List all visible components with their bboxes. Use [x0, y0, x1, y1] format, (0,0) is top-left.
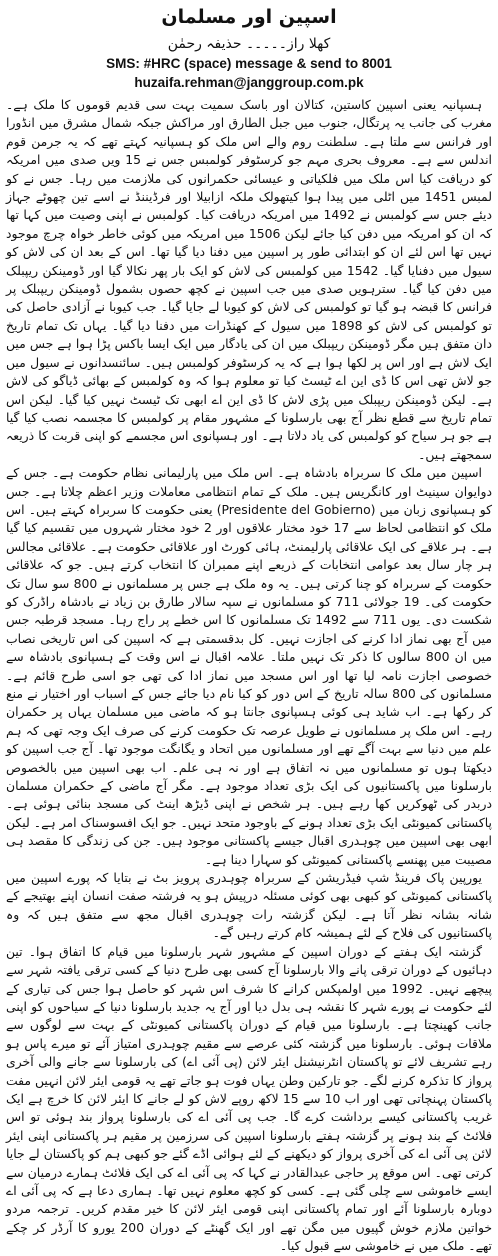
paragraph: اسپین میں ملک کا سربراہ بادشاہ ہے۔ اس ملک میں پارلیمانی نظام حکومت ہے۔ جس کے دوایوان سینیٹ اور کانگریس ہیں۔ ملک کے تمام انتظامی معاملات وزیر اعظم چلاتا ہے۔ جس کو ہسپانوی زبان میں (Presidente del Gobierno) یعنی حکومت کا سربراہ کہتے ہیں۔ اس ملک کو انتظامی لحاظ سے 17 خود مختار علاقوں اور 2 خود مختار شہروں میں تقسیم کیا گیا ہے۔ ہر علاقے کی ایک علاقائی پارلیمنٹ، ہائی کورٹ اور علاقائی حکومت ہے۔ علاقائی مجالس ہر چار سال بعد عوامی انتخابات کے ذریعے اپنے ممبران کا انتخاب کرتے ہیں۔ جو کہ علاقائی حکومت کے سربراہ کو چنا کرتی ہیں۔ یہ وہ ملک ہے جس پر مسلمانوں نے 800 سو سال تک حکومت کی۔ 19 جولائی 711 کو مسلمانوں نے سپہ سالار طارق بن زیاد نے بادشاہ راڈرک کو شکست دی۔ یوں 711 سے 1492 تک مسلمانوں کا اس خطے پر راج رہا۔ مسجد قرطبہ جس میں آج بھی نماز ادا کرنے کی اجازت نہیں۔ کل بدقسمتی ہے کہ اسپین کی اس تاریخی نصاب میں ان 800 سالوں کا ذکر تک نہیں ملتا۔ علامہ اقبال نے اس وقت کے ہسپانوی بادشاہ سے خصوصی اجازت نامہ لیا تھا اور اس مسجد میں نماز ادا کی تھی جو اسی طرح قائم ہے۔ مسلمانوں کی 800 سالہ تاریخ کے اس دور کو کیا نام دیا جائے جس کے اسباب اور اختیار نے منع کر رکھا ہے۔ اب شاید ہی کوئی ہسپانوی جانتا ہو کہ ماضی میں مسلمان یہاں پر حکمران رہے۔ اس ملک پر مسلمانوں نے طویل عرصہ تک حکومت کرنے کی صرف ایک وجہ تھی کہ ہم علم میں دنیا سے بہت آگے تھے اور مسلمانوں میں اتحاد و یگانگت موجود تھا۔ آج جب اسپین کو دیکھتا ہوں تو مسلمانوں میں نہ اتفاق ہے اور نہ ہی علم۔ اب بھی اسپین میں بالخصوص بارسلونا میں پاکستانیوں کی ایک بڑی تعداد موجود ہے۔ مگر آج ماضی کے حکمران مسلمان دربدر کی ٹھوکریں کھا رہے ہیں۔ ہر شخص نے اپنی ڈیڑھ اینٹ کی مسجد بنائی ہوئی ہے۔ پاکستانی کمیونٹی ایک بڑی تعداد ہونے کے باوجود متحد نہیں۔ جو ایک افسوسناک امر ہے۔ لیکن ابھی بھی اسپین میں چوہدری اقبال جیسے پاکستانی موجود ہیں۔ جن کی زندگی کا مقصد ہی مصیبت میں پھنسے پاکستانی کمیونٹی کو سہارا دینا ہے۔ — [6, 465, 493, 867]
author-email: huzaifa.rehman@janggroup.com.pk — [134, 75, 364, 90]
paragraph: یورپین پاک فرینڈ شپ فیڈریشن کے سربراہ چوہدری پرویز بٹ نے بتایا کہ پورے اسپین میں پاکستانی کمیونٹی کو کبھی بھی کوئی مسئلہ درپیش ہو یہ فرشتہ صفت انسان اپنے بھتیجے کے شانہ بشانہ نظر آتا ہے۔ لیکن گزشتہ رات چوہدری اقبال مجھ سے متفق ہیں کہ وہ پاکستانیوں کی فلاح کے لئے ہمیشہ کام کرتے رہیں گے۔ — [6, 870, 492, 941]
article-body — [5, 96, 493, 1254]
sms-instructions: SMS: #HRC (space) message & send to 8001 — [106, 56, 392, 71]
column-byline: کھلا راز۔۔۔۔۔ حذیفہ رحمٰن — [167, 36, 331, 52]
paragraph: ہسپانیہ یعنی اسپین کاستین، کتالان اور باسک سمیت بہت سی قدیم قوموں کا ملک ہے۔ مغرب کی جانب یہ پرتگال، جنوب میں جبل الطارق اور مراکش جبکہ شمال مشرق میں انڈورا اور فرانس سے ملتا ہے۔ سلطنت روم والے اس ملک کو ہسپانیہ کہتے تھے کہ یہ جرمن قوم اندلس سے ہے۔ معروف بحری مہم جو کرسٹوفر کولمبس جس نے 15 ویں صدی میں امریکہ کو دریافت کیا اس ملک میں فلکیاتی و عیسائی حکمرانوں کی ملازمت میں رہا۔ جس نے کو لمبس 1451 میں اٹلی میں پیدا ہوا کیتھولک ملکہ ازابیلا اور فرڈیننڈ نے اسے تین چھوٹے جہاز دیئے جس سے کولمبس نے 1492 میں امریکہ دریافت کیا۔ کولمبس نے اپنی وصیت میں کہا تھا کہ ان کو امریکہ میں دفن کیا جائے لیکن 1506 میں امریکہ میں کوئی خاطر خواہ چرچ موجود نہیں تھا اس لئے ان کو ابتدائی طور پر اسپین میں دفنا دیا گیا تھا۔ اس کے بعد ان کی لاش کو سیول میں دفنایا گیا۔ 1542 میں کولمبس کی لاش کو ایک بار پھر نکالا گیا اور ڈومینکن ریپبلک میں دفن کیا گیا۔ سترہویں صدی میں جب اسپین نے کچھ حصوں بشمول ڈومینکن ریپبلک پر فرانس کا قبضہ ہو گیا تو کولمبس کی لاش کو کیوبا لے جایا گیا۔ جب کیوبا نے آزادی حاصل کی تو کولمبس کی لاش کو 1898 میں سیول کے کھنڈرات میں دفنا دیا گیا۔ یہاں تک تمام تاریخ دان متفق ہیں مگر ڈومینکن ریپبلک میں ان کی یادگار میں ایک ایسا باکس پڑا ہوا ہے جس میں ایک لاش ہے اور اس پر لکھا ہوا ہے کہ یہ کرسٹوفر کولمبس ہیں۔ سائنسدانوں نے سیول میں جو لاش تھی اس کا ڈی این اے ٹیسٹ کیا تو معلوم ہوا کہ وہ کولمبس کے بھائی ڈیاگو کی لاش ہے۔ لیکن ڈومینکن ریپبلک میں پڑی لاش کا ڈی این اے ابھی تک ٹیسٹ نہیں کیا گیا۔ لیکن اس تمام تاریخ سے قطع نظر آج بھی بارسلونا کے مشہور مقام پر کولمبس کا مجسمہ نصب کیا گیا ہے جو ہر سیاح کو کولمبس کی یاد دلاتا ہے۔ اور ہسپانوی اس مجسمے کو اپنی قربت کا ذریعہ سمجھتے ہیں۔ — [6, 97, 493, 462]
paragraph: گزشتہ ایک ہفتے کے دوران اسپین کے مشہور شہر بارسلونا میں قیام کا اتفاق ہوا۔ تین دہائیوں کے دوران ترقی پانے والا بارسلونا آج کسی بھی طرح دنیا کے کسی ترقی یافتہ شہر سے پیچھے نہیں۔ 1992 میں اولمپکس کرانے کا شرف اس شہر کو حاصل ہوا جس کی تیاری کے لئے حکومت نے پورے شہر کا نقشہ ہی بدل دیا اور آج یہ جدید بارسلونا دنیا کے سیاحوں کو اپنی جانب کھینچتا ہے۔ بارسلونا میں قیام کے دوران پاکستانی کمیونٹی کے بہت سے لوگوں سے ملاقات ہوئی۔ بارسلونا میں گزشتہ کئی عرصے سے مقیم چوہدری امتیاز آئے تو میرے پاس ہو رہے تشریف لائے تو پاکستان انٹرنیشنل ایئر لائن (پی آئی اے) کی بارسلونا سے جانے والی آخری پرواز کا تذکرہ کرنے لگے۔ جو تارکین وطن یہاں فوت ہو جاتے تھے یہ قومی ایئر لائن انہیں مفت پاکستان پہنچاتی تھی اور اب 10 سے 15 لاکھ روپے لاش کو لے جانے کا ایئر لائن کا خرچ ہے ایک غریب پاکستانی کیسے برداشت کرے گا۔ جب پی آئی اے کی بارسلونا پرواز بند ہوئی تو اس فلائٹ کے بند ہونے پر گزشتہ ہفتے بارسلونا اسپین کی سرزمین پر مقیم ہر پاکستانی اپنی ایئر لائن پی آئی اے کی آخری پرواز کو دیکھنے کے لئے ہوائی اڈے گئے جو کبھی ہم کو پاکستان لے جایا کرتی تھی۔ اس موقع پر حاجی عبدالقادر نے کہا کہ پی آئی اے کی ایک فلائٹ ہمارے درمیان سے ایسے خاموشی سے چلی گئی ہے۔ کسی کو کچھ معلوم نہیں تھا۔ ہماری دعا ہے کہ پی آئی اے دوبارہ بارسلونا آئے اور تمام پاکستانی اپنی قومی ایئر لائن کا خیر مقدم کریں۔ ترجمہ مردو خواتین ملازم خوش گپیوں میں مگن تھے اور ایک گھنٹے کے دوران 200 یورو کا آرڈر کر چکے تھے۔ ملک میں نے خاموشی سے قبول کیا۔ — [5, 943, 493, 1254]
article-title: اسپین اور مسلمان — [161, 6, 337, 28]
